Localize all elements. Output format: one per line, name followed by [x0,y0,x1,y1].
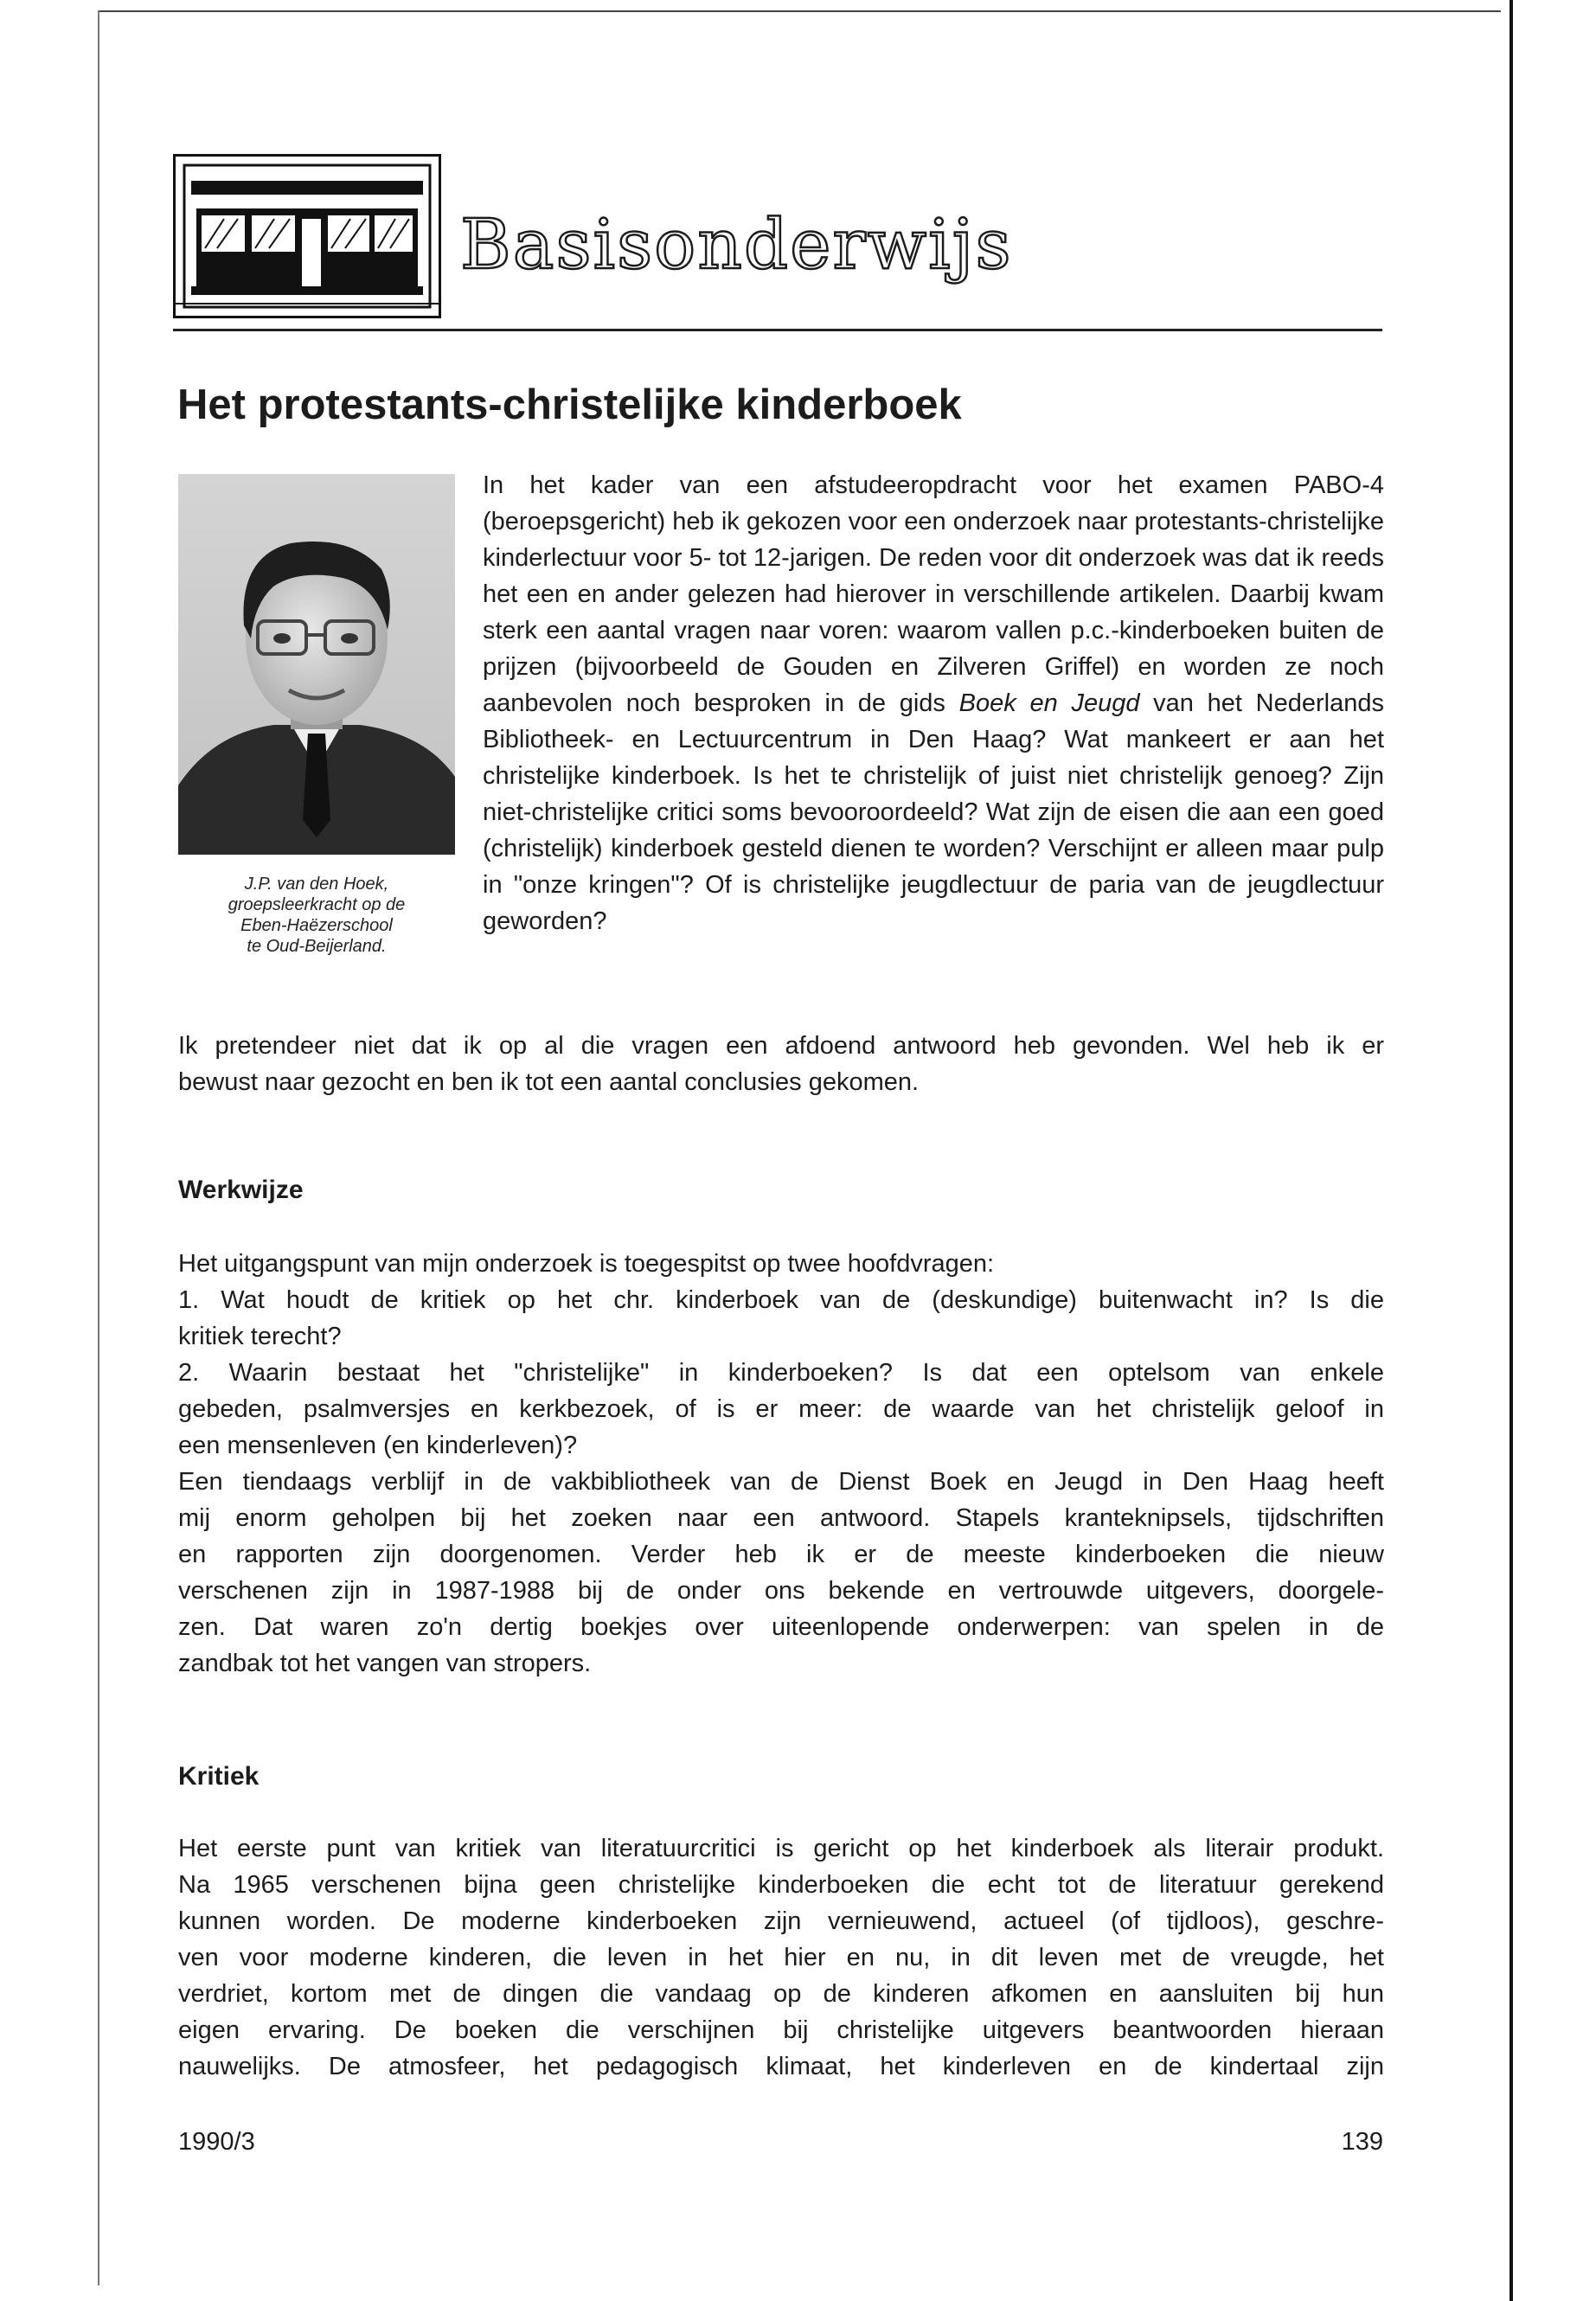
text-line: kritiek terecht? [178,1323,342,1350]
text-line: Een tiendaags verblijf in de vakbibliotheek van de Dienst Boek en Jeugd in Den Haag heeft [178,1468,1384,1496]
text-line: gebeden, psalmversjes en kerkbezoek, of is er meer: de waarde van het christelijk geloof in [178,1395,1384,1423]
text-line: verschenen zijn in 1987-1988 bij de onder ons bekende en vertrouwde uitgevers, doorgele- [178,1577,1384,1605]
text-line: zen. Dat waren zo'n dertig boekjes over uiteenlopende onderwerpen: van spelen in de [178,1613,1384,1641]
text-line: Na 1965 verschenen bijna geen christelijke kinderboeken die echt tot de literatuur gerekend [178,1871,1384,1899]
text-line: Het eerste punt van kritiek van literatuurcritici is gericht op het kinderboek als literair produkt. [178,1835,1384,1862]
intro-text-cont: van het Nederlands Bibliotheek- en Lectuurcentrum in Den Haag? Wat mankeert er aan het christelijke kinderboek. Is het te christelijk of juist niet christelijk genoeg? Zijn niet-christelijke critici soms bevooroordeeld? Wat zijn de eisen die aan een goed (christelijk) kinderboek gesteld dienen te worden? Verschijnt er alleen maar pulp in "onze kringen"? Of is christelijke jeugdlectuur de paria van de jeugdlectuur geworden? [483,689,1384,935]
text-line: bewust naar gezocht en ben ik tot een aantal conclusies gekomen. [178,1068,920,1096]
article-title: Het protestants-christelijke kinderboek [177,381,962,428]
section-title: Basisonderwijs [460,204,1013,285]
werkwijze-heading: Werkwijze [178,1176,304,1204]
page-edge-right [1509,0,1513,2301]
intro-paragraph [483,467,1384,939]
intro-italic-title: Boek en Jeugd [958,689,1140,717]
caption-line: groepsleerkracht op de [228,895,406,914]
text-line: ven voor moderne kinderen, die leven in het hier en nu, in dit leven met de vreugde, het [178,1944,1384,1971]
school-building-icon [173,154,441,318]
text-line: verdriet, kortom met de dingen die vandaag op de kinderen afkomen en aansluiten bij hun [178,1980,1384,2008]
intro-text: In het kader van een afstudeeropdracht voor het examen PABO-4 (beroepsgericht) heb ik gekozen voor een onderzoek naar protestants-christelijke kinderlectuur voor 5- tot 12-jarigen. De reden voor dit onderzoek was dat ik reeds het een en ander gelezen had hierover in verschillende artikelen. Daarbij kwam sterk een aantal vragen naar voren: waarom vallen p.c.-kinderboeken buiten de prijzen (bijvoorbeeld de Gouden en Zilveren Griffel) en worden ze noch aanbevolen noch besproken in de gids [483,471,1384,717]
kritiek-heading: Kritiek [178,1762,260,1791]
text-line: Ik pretendeer niet dat ik op al die vragen een afdoend antwoord heb gevonden. Wel heb ik er [178,1032,1384,1060]
text-line: nauwelijks. De atmosfeer, het pedagogisch klimaat, het kinderleven en de kindertaal zijn [178,2053,1384,2080]
issue-number: 1990/3 [178,2128,255,2156]
page-edge-top [99,10,1501,12]
kritiek-paragraph [178,1830,1384,2085]
author-portrait-photo [178,474,455,855]
caption-line: Eben-Haëzerschool [240,916,393,935]
text-line: kunnen worden. De moderne kinderboeken zijn vernieuwend, actueel (of tijdloos), geschre- [178,1907,1384,1935]
text-line: en rapporten zijn doorgenomen. Verder heb ik er de meeste kinderboeken die nieuw [178,1541,1384,1568]
text-line: 1. Wat houdt de kritiek op het chr. kinderboek van de (deskundige) buitenwacht in? Is die [178,1286,1384,1314]
text-line: 2. Waarin bestaat het "christelijke" in kinderboeken? Is dat een optelsom van enkele [178,1359,1384,1387]
intro-follow-paragraph [178,1028,1384,1100]
text-line: een mensenleven (en kinderleven)? [178,1432,578,1459]
text-line: eigen ervaring. De boeken die verschijnen bij christelijke uitgevers beantwoorden hieraan [178,2016,1384,2044]
header-rule [173,329,1382,331]
page-edge-left [98,10,99,2285]
text-line: zandbak tot het vangen van stropers. [178,1650,592,1677]
text-line: Het uitgangspunt van mijn onderzoek is toegespitst op twee hoofdvragen: [178,1250,995,1278]
text-line: mij enorm geholpen bij het zoeken naar een antwoord. Stapels kranteknipsels, tijdschriften [178,1504,1384,1532]
photo-caption [178,874,455,957]
caption-line: te Oud-Beijerland. [247,937,387,956]
caption-line: J.P. van den Hoek, [244,875,389,894]
werkwijze-paragraph [178,1246,1384,1682]
page-number: 139 [1341,2128,1383,2156]
